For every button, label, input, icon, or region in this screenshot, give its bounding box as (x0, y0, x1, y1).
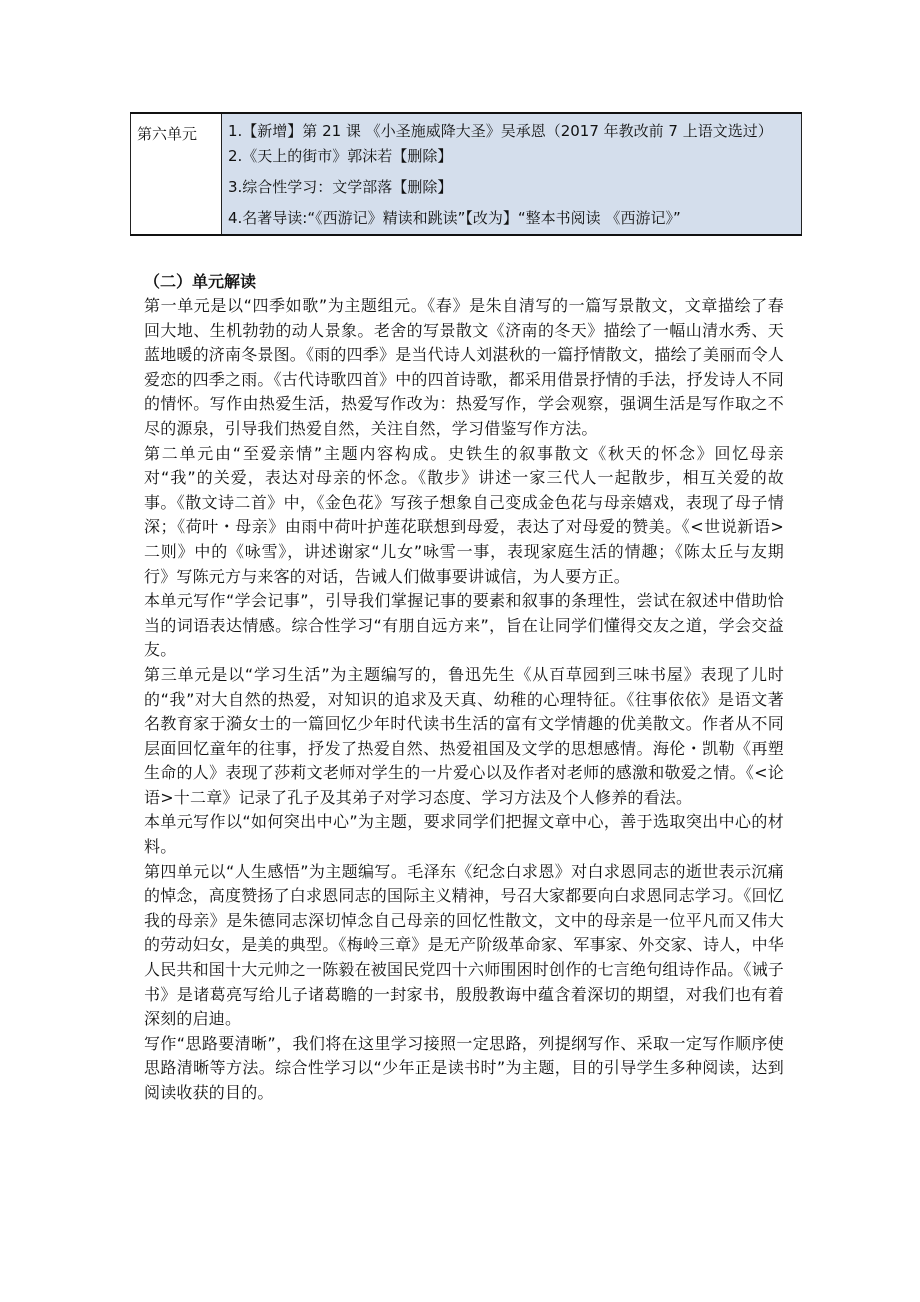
paragraph-unit-2: 第二单元由“至爱亲情”主题内容构成。史铁生的叙事散文《秋天的怀念》回忆母亲对“我”的关爱，表达对母亲的怀念。《散步》讲述一家三代人一起散步，相互关爱的故事。《散文诗二首》中，《金色花》写孩子想象自己变成金色花与母亲嬉戏，表现了母子情深；《荷叶・母亲》由雨中荷叶护莲花联想到母爱，表达了对母爱的赞美。《<世说新语>二则》中的《咏雪》，讲述谢家“儿女”咏雪一事，表现家庭生活的情趣；《陈太丘与友期行》写陈元方与来客的对话，告诫人们做事要讲诚信，为人要方正。 (144, 443, 784, 586)
unit-changes-cell (222, 113, 802, 235)
change-line-3: 3.综合性学习：文学部落【删除】 (228, 178, 453, 196)
table-row (131, 113, 802, 235)
paragraph-unit-2-writing: 本单元写作“学会记事”，引导我们掌握记事的要素和叙事的条理性，尝试在叙述中借助恰当的词语表达情感。综合性学习“有朋自远方来”，旨在让同学们懂得交友之道，学会交益友。 (144, 591, 784, 660)
unit-interpretation-section (144, 270, 784, 1106)
section-heading: （二）单元解读 (144, 272, 257, 291)
change-line-4: 4.名著导读:“《西游记》精读和跳读”【改为】“整本书阅读 《西游记》” (228, 209, 681, 227)
change-line-1: 1.【新增】第 21 课 《小圣施威降大圣》吴承恩（2017 年教改前 7 上语文选过） (228, 122, 773, 140)
paragraph-unit-4-writing: 写作“思路要清晰”，我们将在这里学习接照一定思路，列提纲写作、采取一定写作顺序使思路清晰等方法。综合性学习以“少年正是读书时”为主题，目的引导学生多种阅读，达到阅读收获的目的。 (144, 1033, 784, 1102)
paragraph-unit-3-writing: 本单元写作以“如何突出中心”为主题，要求同学们把握文章中心，善于选取突出中心的材料。 (144, 812, 784, 857)
curriculum-change-table (130, 112, 802, 236)
unit-name-cell: 第六单元 (131, 113, 222, 235)
paragraph-unit-1: 第一单元是以“四季如歌”为主题组元。《春》是朱自清写的一篇写景散文，文章描绘了春回大地、生机勃勃的动人景象。老舍的写景散文《济南的冬天》描绘了一幅山清水秀、天蓝地暖的济南冬景图。《雨的四季》是当代诗人刘湛秋的一篇抒情散文，描绘了美丽而令人爱恋的四季之雨。《古代诗歌四首》中的四首诗歌，都采用借景抒情的手法，抒发诗人不同的情怀。写作由热爱生活，热爱写作改为：热爱写作，学会观察，强调生活是写作取之不尽的源泉，引导我们热爱自然，关注自然，学习借鉴写作方法。 (144, 296, 785, 438)
change-line-2: 2.《天上的街市》郭沫若【删除】 (228, 147, 453, 165)
paragraph-unit-3: 第三单元是以“学习生活”为主题编写的，鲁迅先生《从百草园到三味书屋》表现了儿时的“我”对大自然的热爱，对知识的追求及天真、幼稚的心理特征。《往事依依》是语文著名教育家于漪女士的一篇回忆少年时代读书生活的富有文学情趣的优美散文。作者从不同层面回忆童年的往事，抒发了热爱自然、热爱祖国及文学的思想感情。海伦・凯勒《再塑生命的人》表现了莎莉文老师对学生的一片爱心以及作者对老师的感激和敬爱之情。《<论语>十二章》记录了孔子及其弟子对学习态度、学习方法及个人修养的看法。 (144, 664, 784, 807)
paragraph-unit-4: 第四单元以“人生感悟”为主题编写。毛泽东《纪念白求恩》对白求恩同志的逝世表示沉痛的悼念，高度赞扬了白求恩同志的国际主义精神，号召大家都要向白求恩同志学习。《回忆我的母亲》是朱德同志深切悼念自己母亲的回忆性散文，文中的母亲是一位平凡而又伟大的劳动妇女，是美的典型。《梅岭三章》是无产阶级革命家、军事家、外交家、诗人，中华人民共和国十大元帅之一陈毅在被国民党四十六师围困时创作的七言绝句组诗作品。《诫子书》是诸葛亮写给儿子诸葛瞻的一封家书，殷殷教诲中蕴含着深切的期望，对我们也有着深刻的启迪。 (144, 861, 785, 1029)
